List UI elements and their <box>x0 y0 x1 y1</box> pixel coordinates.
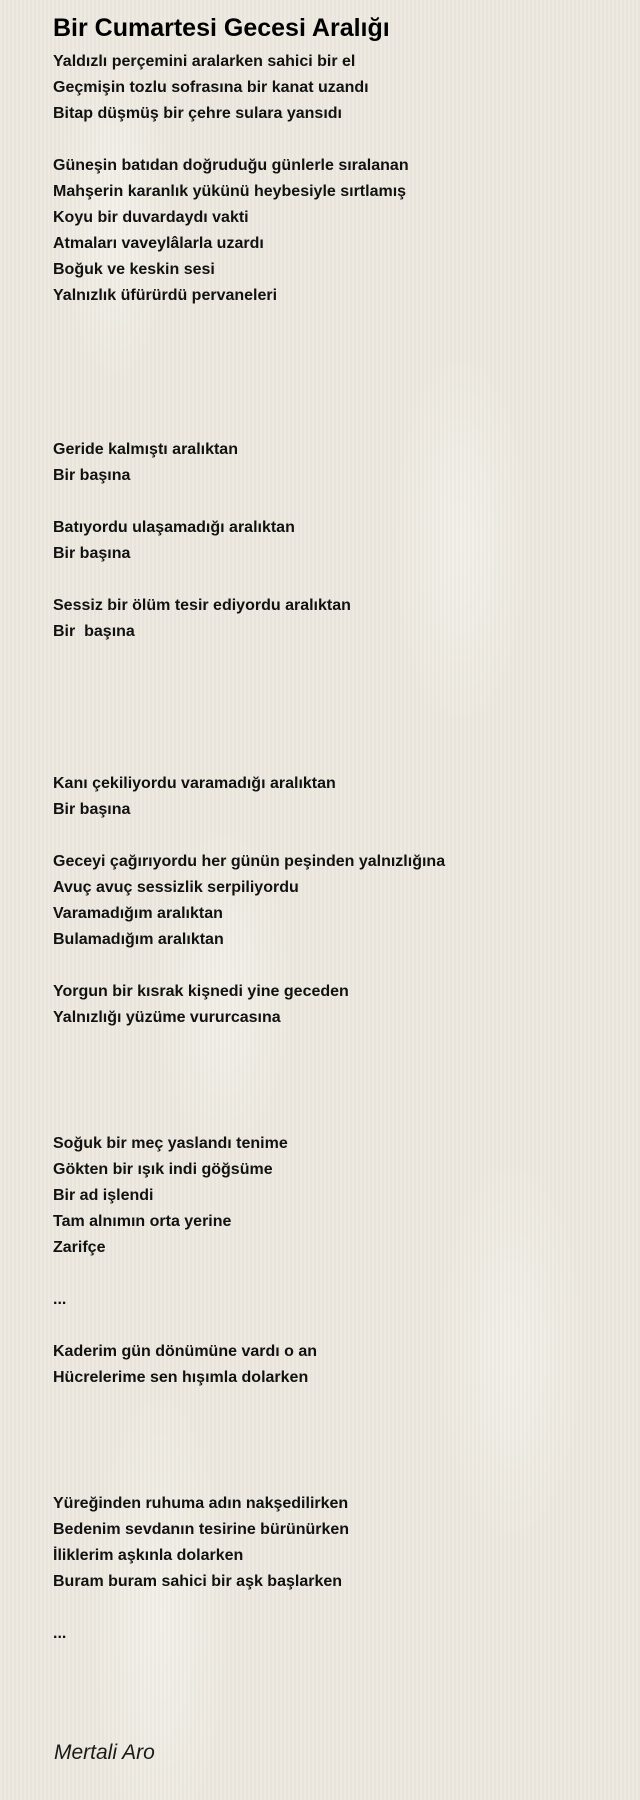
poem-line: ... <box>53 1625 67 1642</box>
poem-line: ... <box>53 1291 67 1308</box>
poem-line: Varamadığım aralıktan <box>53 905 223 922</box>
poem-author: Mertali Aro <box>54 1741 155 1764</box>
poem-line: Zarifçe <box>53 1239 106 1256</box>
poem-line: Geride kalmıştı aralıktan <box>53 441 238 458</box>
poem-line: Bulamadığım aralıktan <box>53 931 224 948</box>
poem-line: Tam alnımın orta yerine <box>53 1213 232 1230</box>
poem-line: Atmaları vaveylâlarla uzardı <box>53 235 264 252</box>
poem-line: İliklerim aşkınla dolarken <box>53 1547 244 1564</box>
poem-line: Yalnızlık üfürürdü pervaneleri <box>53 287 278 304</box>
poem-line: Bir başına <box>53 801 131 818</box>
poem-line: Kanı çekiliyordu varamadığı aralıktan <box>53 775 336 792</box>
poem-line: Bir ad işlendi <box>53 1187 154 1204</box>
poem-line: Bir başına <box>53 467 131 484</box>
poem-line: Güneşin batıdan doğruduğu günlerle sıralanan <box>53 157 409 174</box>
poem-line: Yalnızlığı yüzüme vururcasına <box>53 1009 281 1026</box>
poem-line: Batıyordu ulaşamadığı aralıktan <box>53 519 295 536</box>
poem-line: Bedenim sevdanın tesirine bürünürken <box>53 1521 350 1538</box>
poem-line: Geceyi çağırıyordu her günün peşinden yalnızlığına <box>53 853 446 870</box>
poem-line: Avuç avuç sessizlik serpiliyordu <box>53 879 299 896</box>
poem-line: Bir başına <box>53 623 135 640</box>
poem-line: Kaderim gün dönümüne vardı o an <box>53 1343 318 1360</box>
poem-line: Boğuk ve keskin sesi <box>53 261 215 278</box>
poem-line: Soğuk bir meç yaslandı tenime <box>53 1135 288 1152</box>
poem-line: Mahşerin karanlık yükünü heybesiyle sırtlamış <box>53 183 407 200</box>
poem-line: Sessiz bir ölüm tesir ediyordu aralıktan <box>53 597 351 614</box>
poem-line: Yüreğinden ruhuma adın nakşedilirken <box>53 1495 349 1512</box>
poem-line: Geçmişin tozlu sofrasına bir kanat uzandı <box>53 79 369 96</box>
poem-line: Bir başına <box>53 545 131 562</box>
poem-line: Yorgun bir kısrak kişnedi yine geceden <box>53 983 349 1000</box>
poem-line: Gökten bir ışık indi göğsüme <box>53 1161 273 1178</box>
poem-line: Hücrelerime sen hışımla dolarken <box>53 1369 309 1386</box>
poem-line: Buram buram sahici bir aşk başlarken <box>53 1573 343 1590</box>
poem-title: Bir Cumartesi Gecesi Aralığı <box>53 14 390 42</box>
poem-line: Bitap düşmüş bir çehre sulara yansıdı <box>53 105 342 122</box>
poem-line: Yaldızlı perçemini aralarken sahici bir el <box>53 53 356 70</box>
poem-line: Koyu bir duvardaydı vakti <box>53 209 249 226</box>
